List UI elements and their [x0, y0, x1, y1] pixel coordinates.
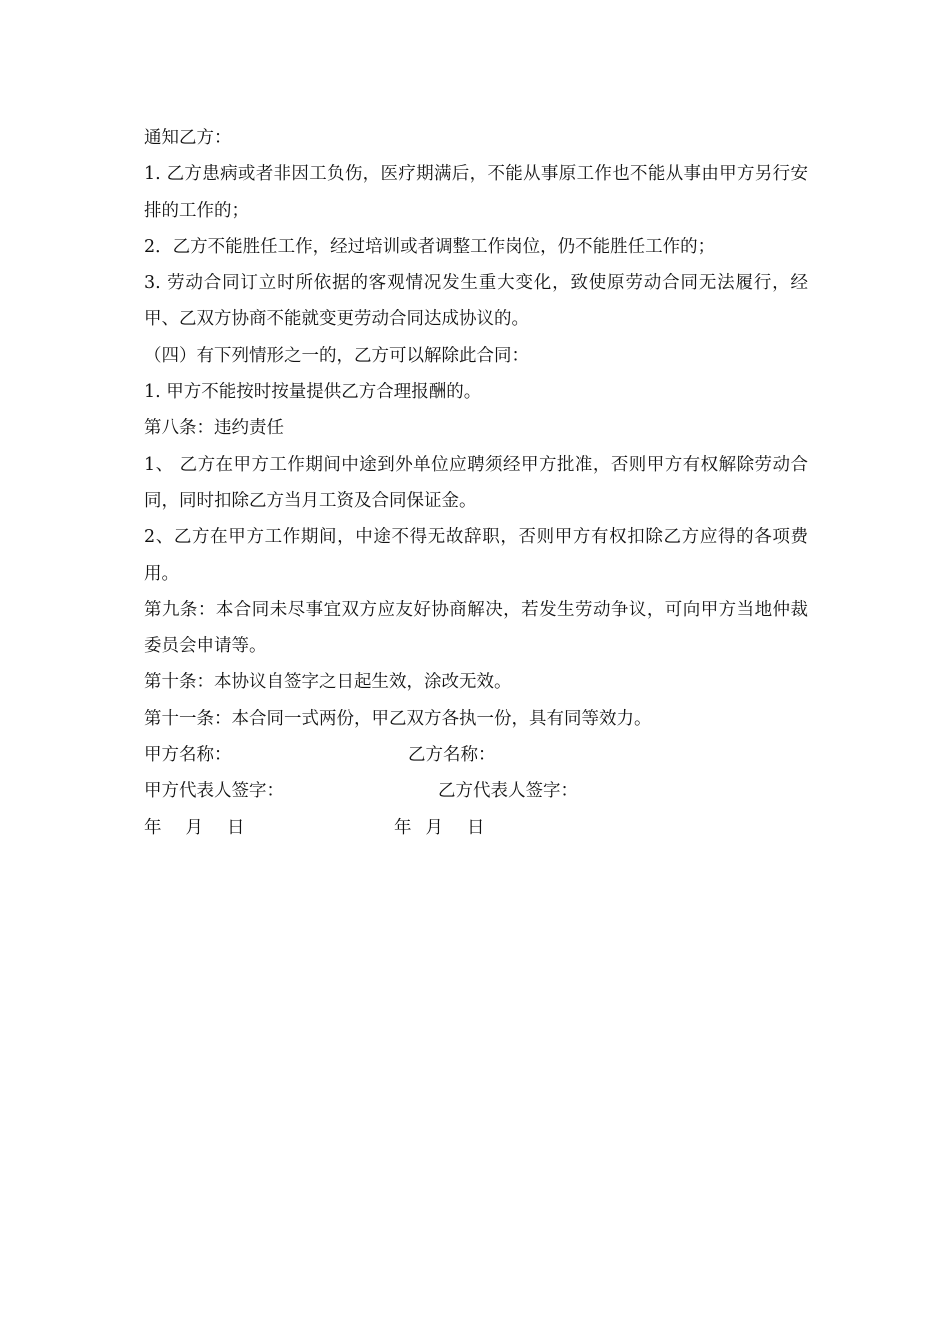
- heading-article-eight: 第八条：违约责任: [144, 418, 284, 439]
- document-body: [144, 120, 808, 846]
- signature-row-representatives: [144, 773, 808, 809]
- paragraph-article-eight-item-2: 2、乙方在甲方工作期间，中途不得无故辞职，否则甲方有权扣除乙方应得的各项费用。: [144, 527, 808, 584]
- party-b-name-label: 乙方名称：: [408, 745, 496, 766]
- party-b-date-day: 日: [467, 817, 485, 838]
- signature-row-names: [144, 737, 808, 773]
- paragraph-article-nine: 第九条：本合同未尽事宜双方应友好协商解决，若发生劳动争议，可向甲方当地仲裁委员会申请等。: [144, 599, 808, 657]
- party-a-rep-label: 甲方代表人签字：: [144, 781, 284, 802]
- paragraph-section-four-item-1: 1. 甲方不能按时按量提供乙方合理报酬的。: [144, 382, 482, 403]
- party-b-date-year: 年: [394, 817, 412, 838]
- party-a-date-day: 日: [227, 817, 245, 838]
- paragraph-notify-party-b: 通知乙方：: [144, 128, 232, 148]
- paragraph-clause-1-illness: 1. 乙方患病或者非因工负伤，医疗期满后，不能从事原工作也不能从事由甲方另行安排的工作的；: [144, 164, 808, 221]
- party-b-rep-label: 乙方代表人签字：: [438, 781, 578, 802]
- paragraph-section-four: （四）有下列情形之一的，乙方可以解除此合同：: [144, 345, 529, 366]
- paragraph-clause-3-circumstances: 3. 劳动合同订立时所依据的客观情况发生重大变化，致使原劳动合同无法履行，经甲、乙双方协商不能就变更劳动合同达成协议的。: [144, 273, 808, 330]
- party-a-date-month: 月: [185, 817, 203, 838]
- party-b-date-month: 月: [425, 817, 443, 838]
- party-a-date-year: 年: [144, 817, 162, 838]
- paragraph-clause-2-incompetent: 2．乙方不能胜任工作，经过培训或者调整工作岗位，仍不能胜任工作的；: [144, 236, 716, 257]
- party-a-date: [144, 810, 245, 846]
- signature-row-dates: [144, 810, 808, 846]
- party-b-date: [394, 810, 485, 846]
- party-a-name-label: 甲方名称：: [144, 745, 232, 766]
- paragraph-article-eight-item-1: 1、 乙方在甲方工作期间中途到外单位应聘须经甲方批准，否则甲方有权解除劳动合同，同时扣除乙方当月工资及合同保证金。: [144, 454, 808, 511]
- paragraph-article-eleven: 第十一条：本合同一式两份，甲乙双方各执一份，具有同等效力。: [144, 708, 652, 729]
- paragraph-article-ten: 第十条：本协议自签字之日起生效，涂改无效。: [144, 672, 512, 693]
